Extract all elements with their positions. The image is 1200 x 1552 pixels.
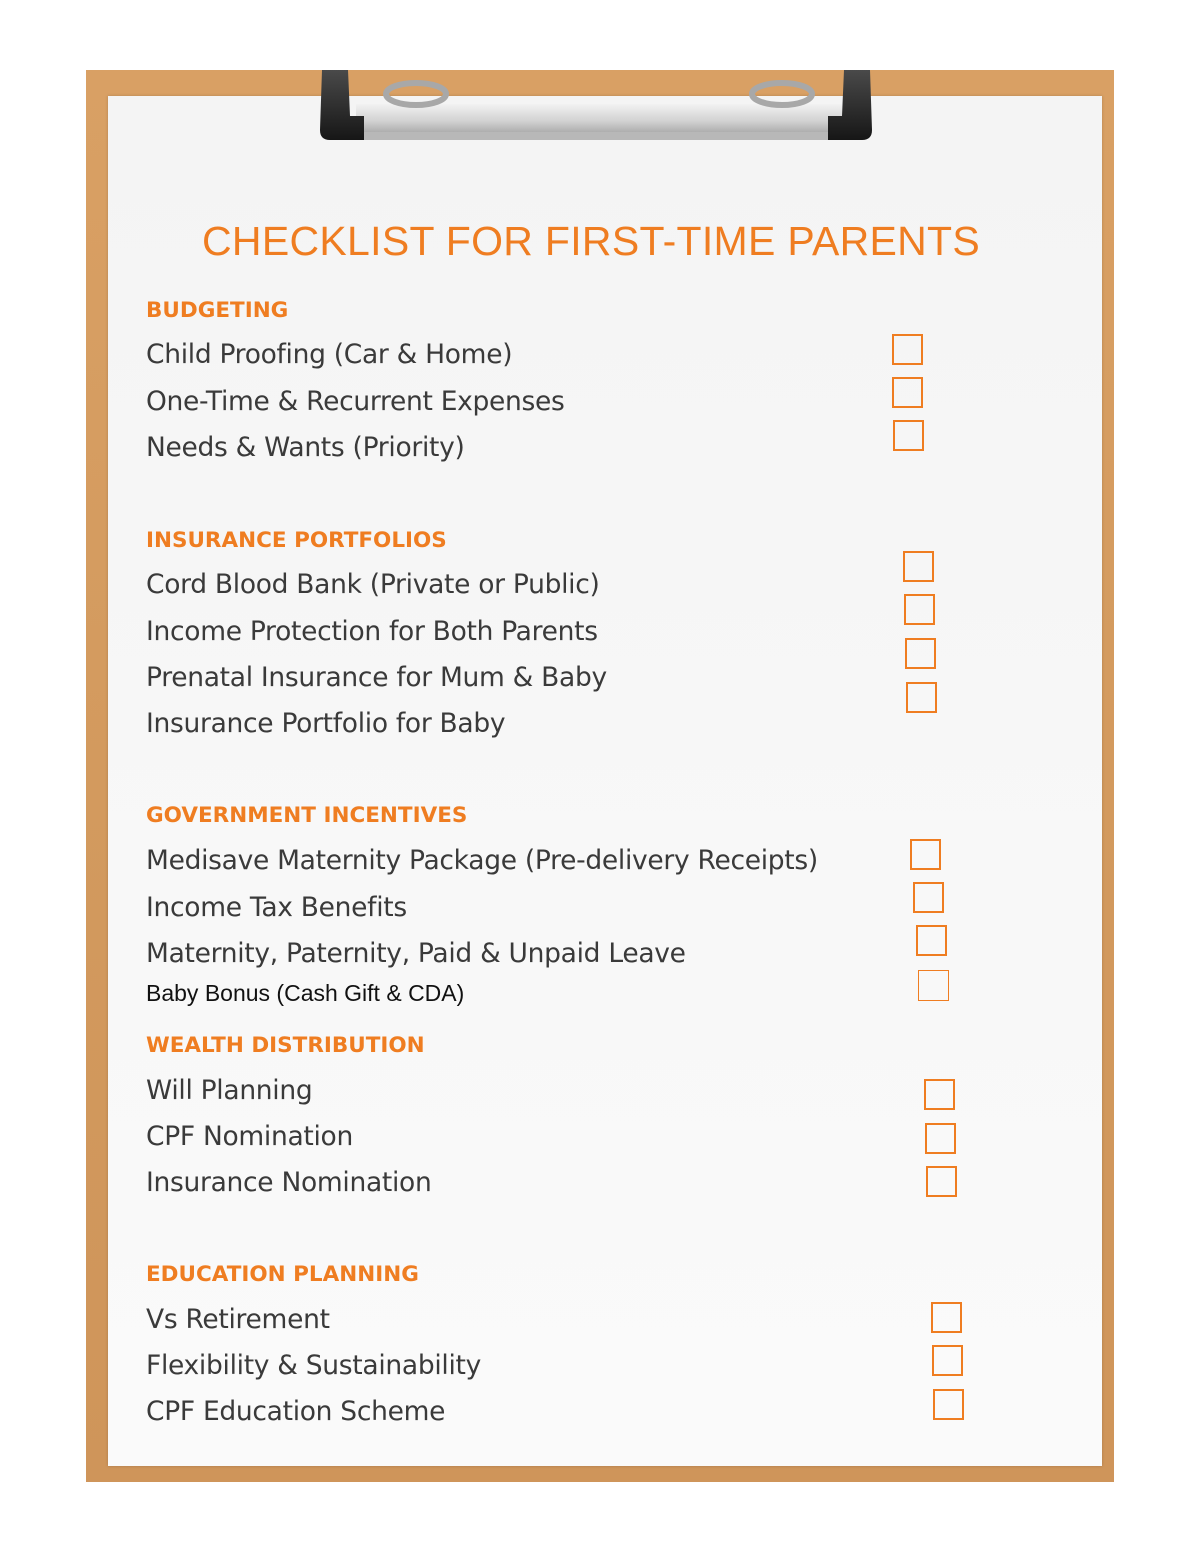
checklist-item-label: Income Protection for Both Parents <box>146 616 598 647</box>
checklist-item-label: Insurance Nomination <box>146 1167 432 1198</box>
checkbox[interactable] <box>924 1079 955 1110</box>
checkbox[interactable] <box>931 1302 962 1333</box>
checkbox[interactable] <box>892 377 923 408</box>
checkbox[interactable] <box>893 420 924 451</box>
checklist-item-label: Flexibility & Sustainability <box>146 1350 482 1381</box>
checkbox[interactable] <box>906 682 937 713</box>
checklist-item-label: Prenatal Insurance for Mum & Baby <box>146 662 607 693</box>
checkbox[interactable] <box>926 1166 957 1197</box>
checklist-item-label: Medisave Maternity Package (Pre-delivery Receipts) <box>146 845 818 876</box>
checklist-item-label: CPF Nomination <box>146 1121 353 1152</box>
section-heading-wealth-distribution: WEALTH DISTRIBUTION <box>146 1033 425 1058</box>
section-heading-insurance-portfolios: INSURANCE PORTFOLIOS <box>146 528 447 553</box>
section-heading-budgeting: BUDGETING <box>146 298 289 323</box>
checklist-item-label: Will Planning <box>146 1075 313 1106</box>
checkbox[interactable] <box>933 1389 964 1420</box>
checklist-item-label: Child Proofing (Car & Home) <box>146 339 513 370</box>
checkbox[interactable] <box>910 839 941 870</box>
checkbox[interactable] <box>903 551 934 582</box>
checkbox[interactable] <box>932 1345 963 1376</box>
checkbox[interactable] <box>916 925 947 956</box>
checkbox[interactable] <box>892 334 923 365</box>
checkbox[interactable] <box>925 1123 956 1154</box>
checkbox[interactable] <box>918 970 949 1001</box>
checklist-item-label: Needs & Wants (Priority) <box>146 432 465 463</box>
section-heading-education-planning: EDUCATION PLANNING <box>146 1262 419 1287</box>
clipboard-clip-icon <box>320 70 872 152</box>
checklist-item-label: Income Tax Benefits <box>146 892 407 923</box>
checklist-item-label: One-Time & Recurrent Expenses <box>146 386 565 417</box>
checklist-item-label: Maternity, Paternity, Paid & Unpaid Leave <box>146 938 686 969</box>
checklist-item-label: Cord Blood Bank (Private or Public) <box>146 569 600 600</box>
checkbox[interactable] <box>905 638 936 669</box>
checklist-item-label: Vs Retirement <box>146 1304 330 1335</box>
checkbox[interactable] <box>904 594 935 625</box>
checklist-item-label: Insurance Portfolio for Baby <box>146 708 506 739</box>
checkbox[interactable] <box>913 882 944 913</box>
checklist-item-label: Baby Bonus (Cash Gift & CDA) <box>146 980 465 1006</box>
page-title: CHECKLIST FOR FIRST-TIME PARENTS <box>202 218 981 264</box>
checklist-item-label: CPF Education Scheme <box>146 1396 446 1427</box>
section-heading-government-incentives: GOVERNMENT INCENTIVES <box>146 803 468 828</box>
